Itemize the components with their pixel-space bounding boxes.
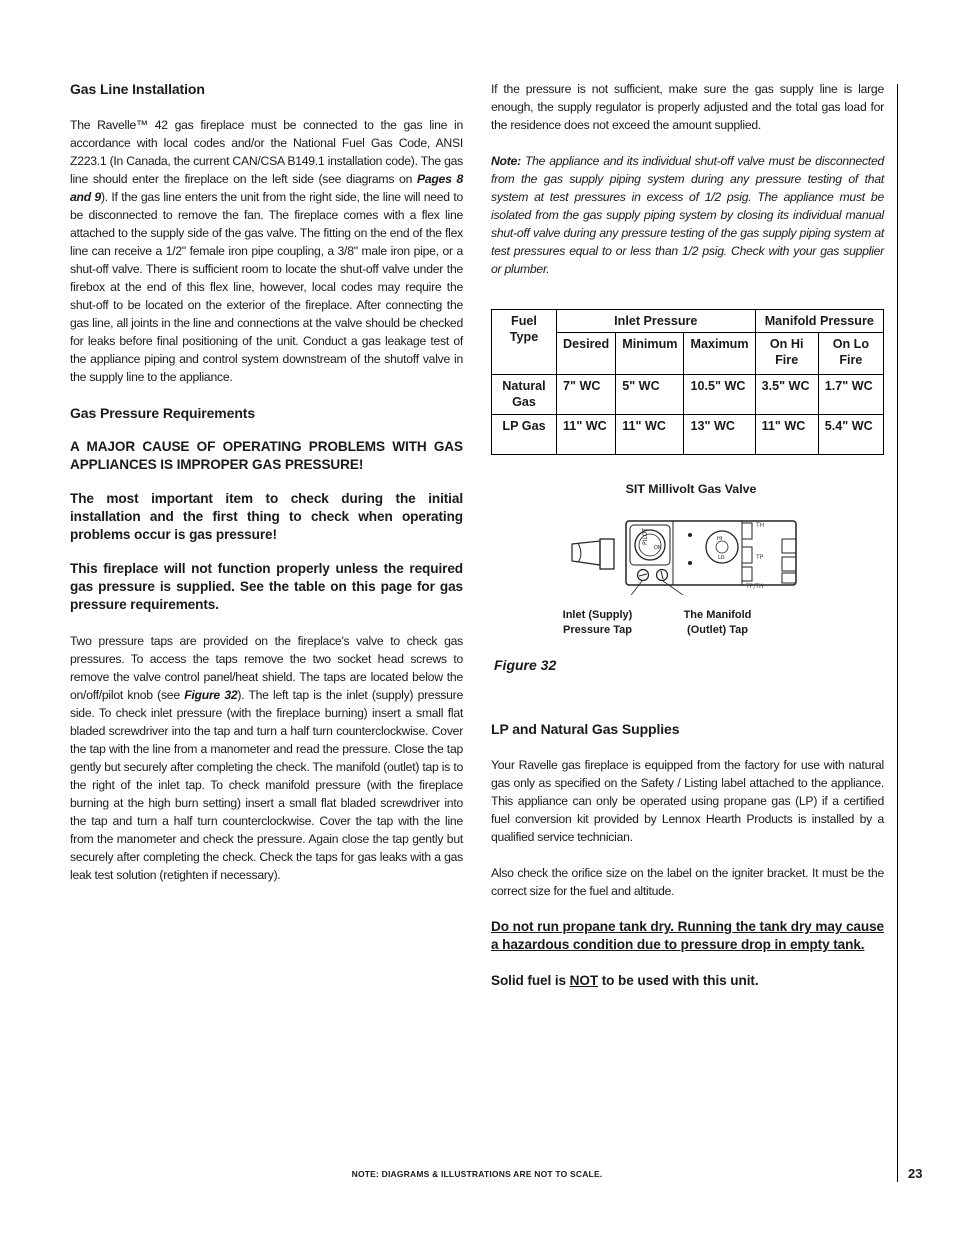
note-label: Note: <box>491 154 521 168</box>
orifice-paragraph: Also check the orifice size on the label on the igniter bracket. It must be the correct size for the fuel and altitude. <box>491 866 884 898</box>
inlet-tap-callout: Inlet (Supply) Pressure Tap <box>562 609 633 636</box>
terminal-tp-label: TP <box>756 554 764 561</box>
cell-on-hi: 3.5" WC <box>755 375 818 415</box>
cell-fuel: Natural Gas <box>492 375 557 415</box>
svg-text:PILOT: PILOT <box>642 528 649 545</box>
warning-major-cause: A MAJOR CAUSE OF OPERATING PROBLEMS WITH GAS APPLIANCES IS IMPROPER GAS PRESSURE! <box>70 439 463 472</box>
cell-minimum: 5" WC <box>616 375 684 415</box>
heading-lp-natural: LP and Natural Gas Supplies <box>491 721 680 737</box>
cell-desired: 7" WC <box>557 375 616 415</box>
cell-on-hi: 11" WC <box>755 415 818 455</box>
note-paragraph: Note: The appliance and its individual shut-off valve must be disconnected from the gas supply piping system during any pressure testing of that system at test pressures in excess of 1/2 psig. The appliance must be isolated from the gas supply piping system by closing its individual manual shut-off valve during any pressure testing of the gas supply piping system at test pressures equal to or less than 1/2 psig. Check with your gas supplier or plumber. <box>491 154 884 276</box>
page-number: 23 <box>908 1166 923 1181</box>
svg-text:LO: LO <box>718 555 725 561</box>
cell-desired: 11" WC <box>557 415 616 455</box>
solid-fuel-warning: Solid fuel is NOT to be used with this unit. <box>491 973 759 988</box>
pages-reference: Pages 8 and 9 <box>70 172 463 204</box>
terminal-tp-icon <box>742 547 752 563</box>
svg-text:ON: ON <box>654 545 662 551</box>
cell-on-lo: 5.4" WC <box>818 415 883 455</box>
cell-fuel: LP Gas <box>492 415 557 455</box>
table-row <box>492 375 884 415</box>
cell-maximum: 13" WC <box>684 415 755 455</box>
figure-title: SIT Millivolt Gas Valve <box>625 482 757 496</box>
lp-natural-paragraph: Your Ravelle gas fireplace is equipped from the factory for use with natural gas only as specified on the Safety / Listing label attached to the appliance. This appliance can only be operated using propane gas (LP) if a certified fuel conversion kit provided by Lennox Hearth Products is installed by a qualified service technician. <box>491 758 884 844</box>
inlet-pipe <box>572 541 600 565</box>
insufficient-pressure-paragraph: If the pressure is not sufficient, make sure the gas supply line is large enough, the supply regulator is properly adjusted and the total gas load for the residence does not exceed the amount supplied. <box>491 82 884 132</box>
pipe-fitting <box>600 539 614 569</box>
heading-gas-pressure: Gas Pressure Requirements <box>70 405 256 421</box>
pressure-taps-paragraph: Two pressure taps are provided on the fireplace's valve to check gas pressures. To access the taps remove the two socket head screws to remove the valve control panel/heat shield. The taps are located below the on/off/pilot knob (see Figure 32). The left tap is the inlet (supply) pressure side. To check inlet pressure (with the fireplace burning) insert a small flat bladed screwdriver into the tap and turn a half turn counterclockwise. Cover the tap with the line from a manometer and read the pressure. Close the tap gently but securely after completing the check. The manifold (outlet) tap is to the right of the inlet tap. To check manifold pressure (with the fireplace burning at the high burn setting) insert a small flat bladed screwdriver into the tap and turn a half turn counterclockwise. Cover the tap with the line from the manometer and check the pressure. Again close the tap gently but securely after completing the check. Check the taps for gas leaks with a gas leak test solution (retighten if necessary). <box>70 634 463 882</box>
terminal-th-label: TH <box>756 522 765 529</box>
cell-on-lo: 1.7" WC <box>818 375 883 415</box>
manifold-tap-callout: The Manifold (Outlet) Tap <box>683 609 752 636</box>
header-minimum: Minimum <box>616 333 684 375</box>
header-fuel-type: Fuel Type <box>492 310 557 375</box>
table-row <box>492 415 884 455</box>
right-column-bottom <box>491 720 884 990</box>
left-column <box>70 80 463 884</box>
header-on-hi-fire: On Hi Fire <box>755 333 818 375</box>
warning-will-not-function: This fireplace will not function properly unless the required gas pressure is supplied. See the table on this page for gas pressure requirements. <box>70 561 463 612</box>
terminal-tpth-label: TP/TH <box>746 583 764 590</box>
not-emphasis: NOT <box>569 973 599 988</box>
warning-most-important: The most important item to check during the initial installation and the first thing to check when operating problems occur is gas pressure! <box>70 491 463 542</box>
column-rule <box>897 84 898 1182</box>
header-inlet-pressure: Inlet Pressure <box>557 310 756 333</box>
cell-maximum: 10.5" WC <box>684 375 755 415</box>
figure-caption: Figure 32 <box>494 657 557 673</box>
header-manifold-pressure: Manifold Pressure <box>755 310 883 333</box>
gas-line-paragraph: The Ravelle™ 42 gas fireplace must be connected to the gas line in accordance with local codes and/or the National Fuel Gas Code, ANSI Z223.1 (In Canada, the current CAN/CSA B149.1 installation code). The gas line should enter the fireplace on the left side (see diagrams on Pages 8 and 9). If the gas line enters the unit from the right side, the line will need to be disconnected to remove the fan. The fireplace comes with a flex line attached to the supply side of the gas valve. The fitting on the end of the flex line can receive a 1/2" female iron pipe coupling, a 3/8" male iron pipe, or a shut-off valve. There is sufficient room to locate the shut-off valve under the firebox at the end of this flex line, however, local codes may require the shut-off to be located on the exterior of the fireplace. After connecting the gas line, all joints in the line and connections at the valve should be checked for leaks before final positioning of the unit. Conduct a gas leakage test of the appliance piping and control system downstream of the shutoff valve in the supply line to the appliance. <box>70 118 463 384</box>
figure-reference: Figure 32 <box>184 688 238 702</box>
heading-gas-line: Gas Line Installation <box>70 81 205 97</box>
gas-valve-diagram <box>560 515 800 595</box>
terminal-th-icon <box>742 523 752 539</box>
gas-pressure-table <box>491 309 884 455</box>
right-column-top <box>491 80 884 278</box>
footer-note: NOTE: DIAGRAMS & ILLUSTRATIONS ARE NOT TO SCALE. <box>351 1169 603 1179</box>
cell-minimum: 11" WC <box>616 415 684 455</box>
header-desired: Desired <box>557 333 616 375</box>
terminal-tpth-icon <box>742 567 752 581</box>
header-maximum: Maximum <box>684 333 755 375</box>
svg-text:HI: HI <box>717 536 723 542</box>
propane-warning: Do not run propane tank dry. Running the tank dry may cause a hazardous condition due to pressure drop in empty tank. <box>491 919 884 952</box>
header-on-lo-fire: On Lo Fire <box>818 333 883 375</box>
